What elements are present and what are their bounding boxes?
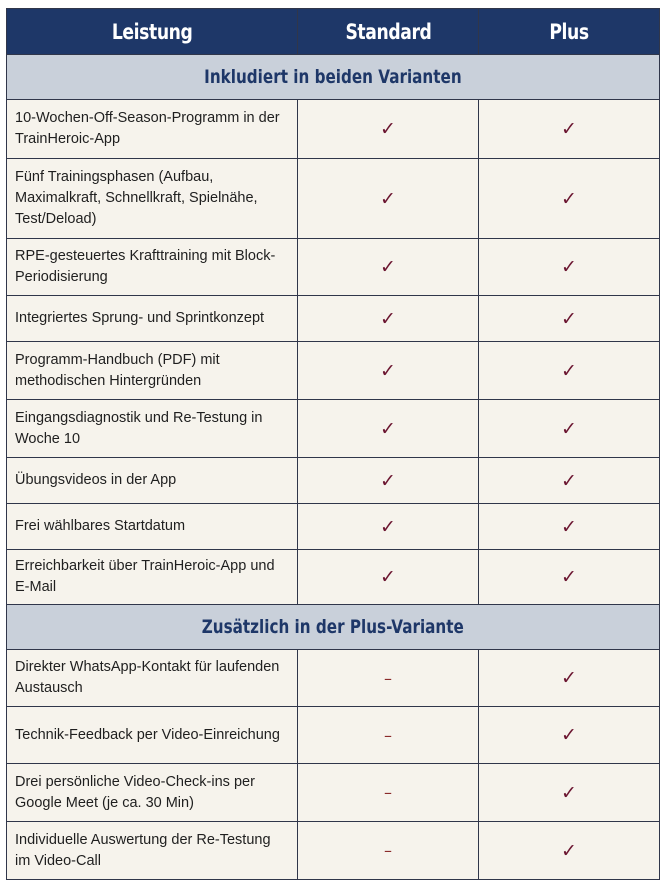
plus-cell [479, 100, 660, 159]
header-feature [7, 9, 298, 55]
check-icon: ✓ [561, 187, 577, 210]
feature-label: Individuelle Auswertung der Re-Testung im Video-Call [15, 831, 271, 869]
standard-cell [298, 504, 479, 550]
header-feature-label: Leistung [111, 19, 193, 44]
check-icon: ✓ [561, 724, 577, 746]
plus-cell [479, 458, 660, 504]
plus-cell [479, 764, 660, 822]
standard-cell [298, 400, 479, 458]
standard-cell [298, 159, 479, 239]
plus-cell [479, 239, 660, 296]
feature-cell [7, 550, 298, 605]
check-icon: ✓ [561, 469, 577, 492]
check-icon: ✓ [561, 307, 577, 330]
feature-cell [7, 239, 298, 296]
feature-cell [7, 159, 298, 239]
plus-cell [479, 650, 660, 707]
header-standard-label: Standard [344, 19, 431, 44]
feature-label: Fünf Trainingsphasen (Aufbau, Maximalkraft, Schnellkraft, Spielnähe, Test/Deload) [15, 169, 258, 227]
standard-cell [298, 550, 479, 605]
feature-label: 10-Wochen-Off-Season-Programm in der TrainHeroic-App [15, 110, 280, 147]
feature-cell [7, 100, 298, 159]
header-plus [479, 9, 660, 55]
check-icon: ✓ [380, 256, 396, 278]
dash-icon: – [384, 668, 392, 688]
check-icon: ✓ [380, 515, 396, 538]
check-icon: ✓ [380, 469, 396, 492]
plus-cell [479, 400, 660, 458]
header-plus-label: Plus [549, 19, 589, 44]
plus-cell [479, 707, 660, 764]
check-icon: ✓ [380, 307, 396, 330]
feature-cell [7, 764, 298, 822]
check-icon: ✓ [561, 256, 577, 278]
check-icon: ✓ [561, 515, 577, 538]
check-icon: ✓ [380, 566, 396, 588]
check-icon: ✓ [380, 359, 396, 382]
standard-cell [298, 650, 479, 707]
dash-icon: – [384, 841, 392, 860]
feature-label: Eingangsdiagnostik und Re-Testung in Woche 10 [15, 409, 263, 447]
plus-cell [479, 504, 660, 550]
header-standard [298, 9, 479, 55]
section-title: Inkludiert in beiden Varianten [204, 66, 462, 88]
plus-cell [479, 822, 660, 880]
check-icon: ✓ [380, 417, 396, 440]
standard-cell [298, 707, 479, 764]
comparison-table [6, 8, 660, 880]
standard-cell [298, 100, 479, 159]
section-header [7, 55, 660, 100]
check-icon: ✓ [380, 118, 396, 140]
feature-cell [7, 400, 298, 458]
feature-label: Drei persönliche Video-Check-ins per Google Meet (je ca. 30 Min) [15, 773, 255, 811]
feature-label: Frei wählbares Startdatum [15, 518, 186, 534]
standard-cell [298, 342, 479, 400]
feature-cell [7, 822, 298, 880]
feature-cell [7, 458, 298, 504]
standard-cell [298, 458, 479, 504]
check-icon: ✓ [561, 839, 577, 862]
check-icon: ✓ [561, 359, 577, 382]
feature-label: RPE-gesteuertes Krafttraining mit Block-Periodisierung [15, 248, 276, 285]
plus-cell [479, 296, 660, 342]
standard-cell [298, 764, 479, 822]
feature-cell [7, 650, 298, 707]
check-icon: ✓ [561, 781, 577, 804]
dash-icon: – [384, 783, 392, 802]
check-icon: ✓ [561, 118, 577, 140]
section-header [7, 605, 660, 650]
check-icon: ✓ [561, 566, 577, 588]
plus-cell [479, 159, 660, 239]
standard-cell [298, 296, 479, 342]
check-icon: ✓ [561, 667, 577, 689]
feature-cell [7, 707, 298, 764]
feature-label: Übungsvideos in der App [15, 472, 177, 488]
section-title: Zusätzlich in der Plus-Variante [201, 616, 465, 638]
plus-cell [479, 342, 660, 400]
check-icon: ✓ [380, 187, 396, 210]
plus-cell [479, 550, 660, 605]
feature-label: Integriertes Sprung- und Sprintkonzept [15, 310, 265, 326]
feature-cell [7, 504, 298, 550]
standard-cell [298, 239, 479, 296]
feature-label: Technik-Feedback per Video-Einreichung [15, 726, 280, 743]
feature-cell [7, 296, 298, 342]
standard-cell [298, 822, 479, 880]
check-icon: ✓ [561, 417, 577, 440]
feature-cell [7, 342, 298, 400]
feature-label: Direkter WhatsApp-Kontakt für laufenden Austausch [15, 659, 280, 696]
feature-label: Programm-Handbuch (PDF) mit methodischen Hintergründen [15, 351, 220, 389]
feature-label: Erreichbarkeit über TrainHeroic-App und E-Mail [15, 558, 275, 595]
dash-icon: – [384, 725, 392, 745]
